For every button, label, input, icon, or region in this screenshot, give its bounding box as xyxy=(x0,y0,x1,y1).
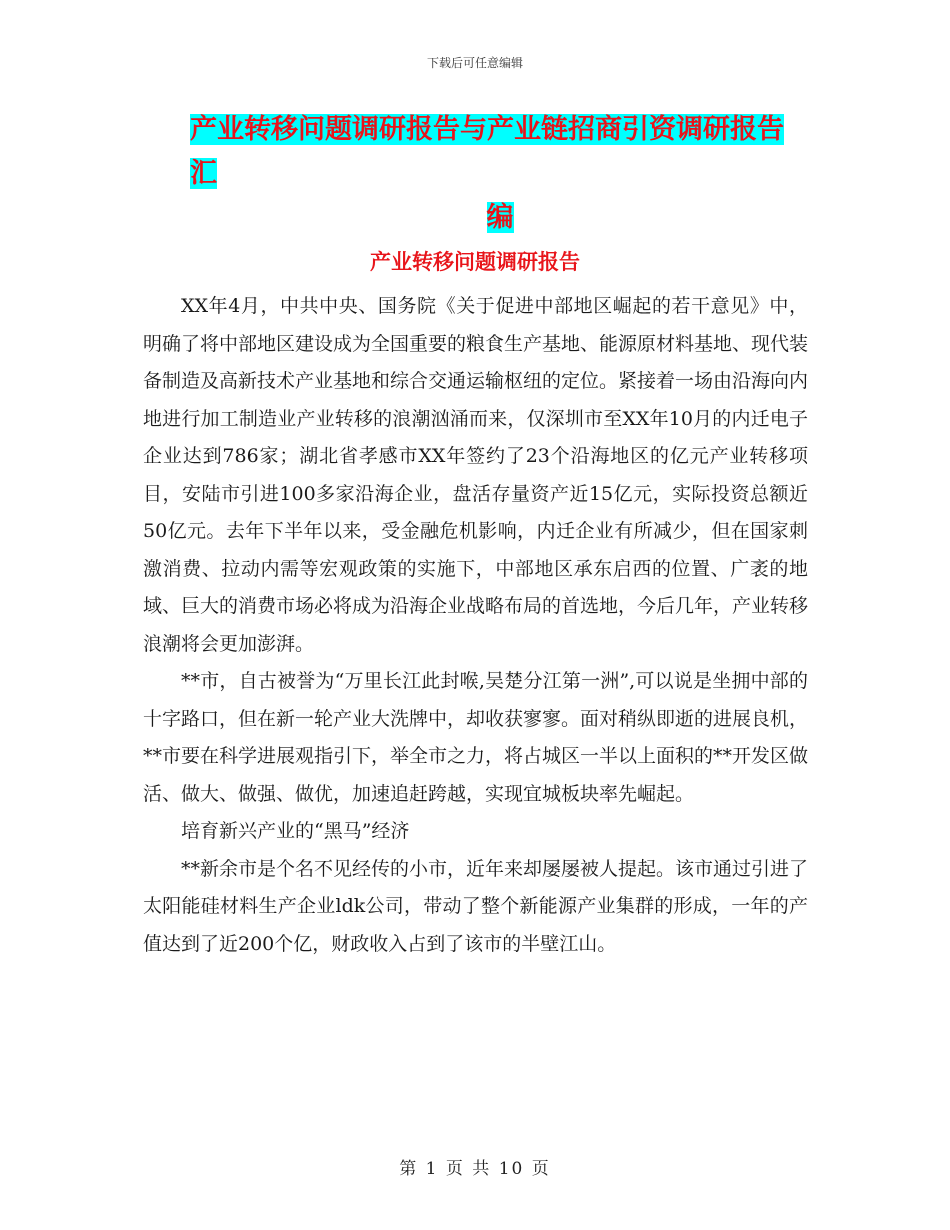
document-title-line-2-wrapper xyxy=(190,196,810,240)
paragraph: **新余市是个名不见经传的小市，近年来却屡屡被人提起。该市通过引进了太阳能硅材料生产企业ldk公司，带动了整个新能源产业集群的形成，一年的产值达到了近200个亿，财政收入占到了该市的半壁江山。 xyxy=(143,857,809,955)
paragraph: XX年4月，中共中央、国务院《关于促进中部地区崛起的若干意见》中，明确了将中部地区建设成为全国重要的粮食生产基地、能源原材料基地、现代装备制造及高新技术产业基地和综合交通运输枢纽的定位。紧接着一场由沿海向内地进行加工制造业产业转移的浪潮汹涌而来，仅深圳市至XX年10月的内迁电子企业达到786家；湖北省孝感市XX年签约了23个沿海地区的亿元产业转移项目，安陆市引进100多家沿海企业，盘活存量资产近15亿元，实际投资总额近50亿元。去年下半年以来，受金融危机影响，内迁企业有所减少，但在国家刺激消费、拉动内需等宏观政策的实施下，中部地区承东启西的位置、广袤的地域、巨大的消费市场必将成为沿海企业战略布局的首选地，今后几年，产业转移浪潮将会更加澎湃。 xyxy=(143,295,809,655)
paragraph-subheading: 培育新兴产业的“黑马”经济 xyxy=(181,820,410,842)
document-title xyxy=(190,108,810,240)
page-number-footer: 第 1 页 共 10 页 xyxy=(399,1159,551,1179)
paragraph: **市，自古被誉为“万里长江此封喉,吴楚分江第一洲”,可以说是坐拥中部的十字路口，但在新一轮产业大洗牌中，却收获寥寥。面对稍纵即逝的进展良机，**市要在科学进展观指引下，举全市之力，将占城区一半以上面积的**开发区做活、做大、做强、做优，加速追赶跨越，实现宜城板块率先崛起。 xyxy=(143,670,809,805)
body-text xyxy=(143,288,808,963)
section-title: 产业转移问题调研报告 xyxy=(370,250,580,274)
document-title-line-2: 编 xyxy=(486,202,514,233)
header-note: 下载后可任意编辑 xyxy=(426,56,523,70)
document-title-line-1: 产业转移问题调研报告与产业链招商引资调研报告汇 xyxy=(190,114,784,189)
